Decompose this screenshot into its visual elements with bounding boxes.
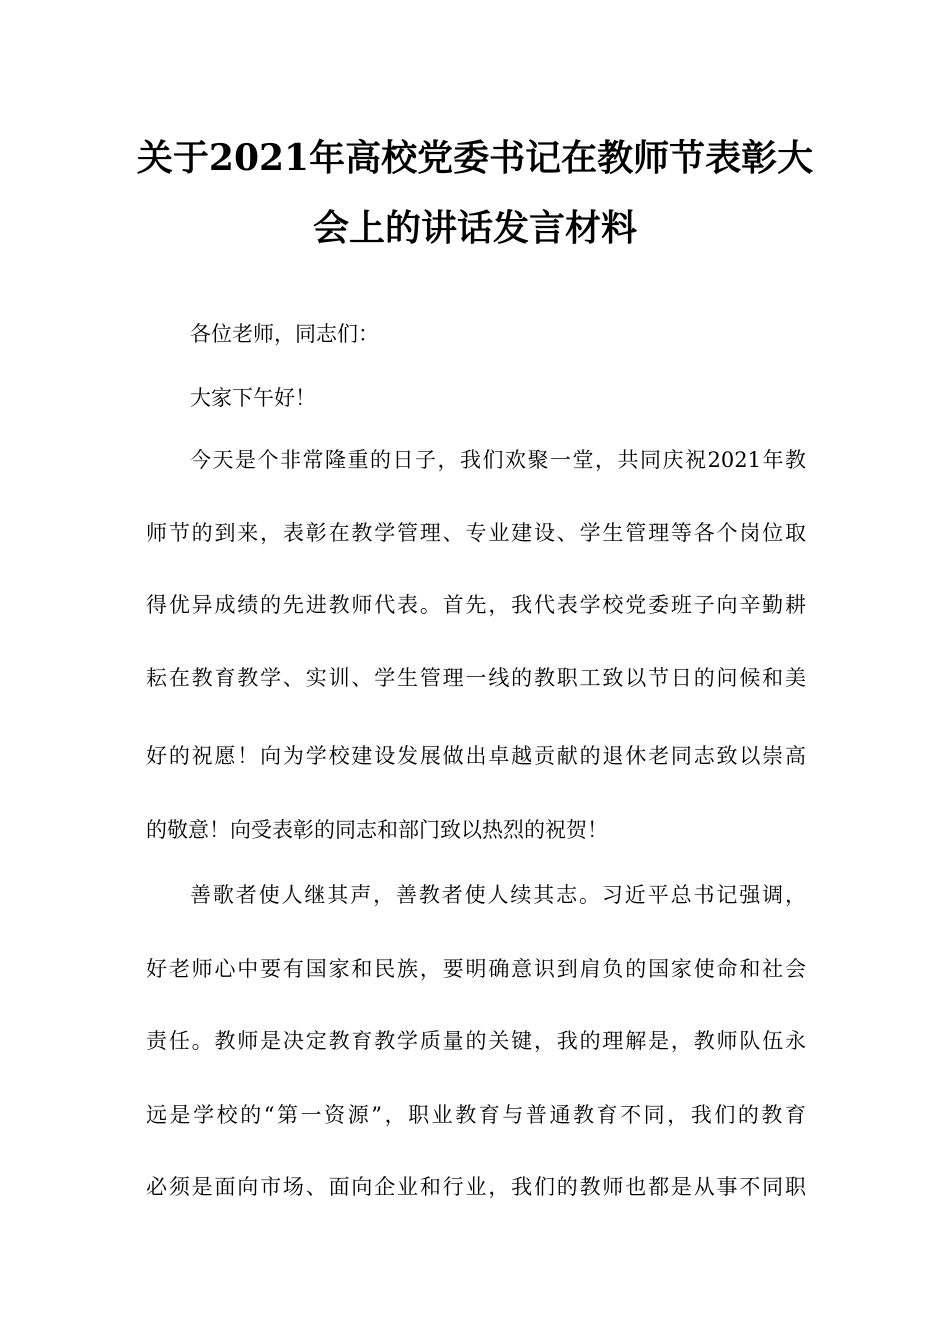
paragraph-1-line-3: 得优异成绩的先进教师代表。首先，我代表学校党委班子向辛勤耕 [146,593,806,617]
salutation: 各位老师，同志们： [190,322,379,346]
paragraph-1-line-2: 师节的到来，表彰在教学管理、专业建设、学生管理等各个岗位取 [146,521,806,545]
paragraph-2-line-1: 善歌者使人继其声，善教者使人续其志。习近平总书记强调， [190,883,806,907]
paragraph-1-line-1: 今天是个非常隆重的日子，我们欢聚一堂，共同庆祝2021年教 [190,448,806,472]
paragraph-2-line-2: 好老师心中要有国家和民族，要明确意识到肩负的国家使命和社会 [146,957,806,981]
paragraph-2-line-4: 远是学校的“第一资源”，职业教育与普通教育不同，我们的教育 [146,1103,806,1127]
document-title-line-1: 关于2021年高校党委书记在教师节表彰大 [136,137,814,179]
paragraph-1-line-6: 的敬意！向受表彰的同志和部门致以热烈的祝贺！ [146,818,608,842]
paragraph-2-line-3: 责任。教师是决定教育教学质量的关键，我的理解是，教师队伍永 [146,1029,806,1053]
paragraph-1-line-5: 好的祝愿！向为学校建设发展做出卓越贡献的退休老同志致以崇高 [146,744,806,768]
document-title-line-2: 会上的讲话发言材料 [312,207,637,249]
greeting: 大家下午好！ [190,386,316,410]
paragraph-2-line-5: 必须是面向市场、面向企业和行业，我们的教师也都是从事不同职 [146,1175,806,1199]
paragraph-1-line-4: 耘在教育教学、实训、学生管理一线的教职工致以节日的问候和美 [146,666,806,690]
